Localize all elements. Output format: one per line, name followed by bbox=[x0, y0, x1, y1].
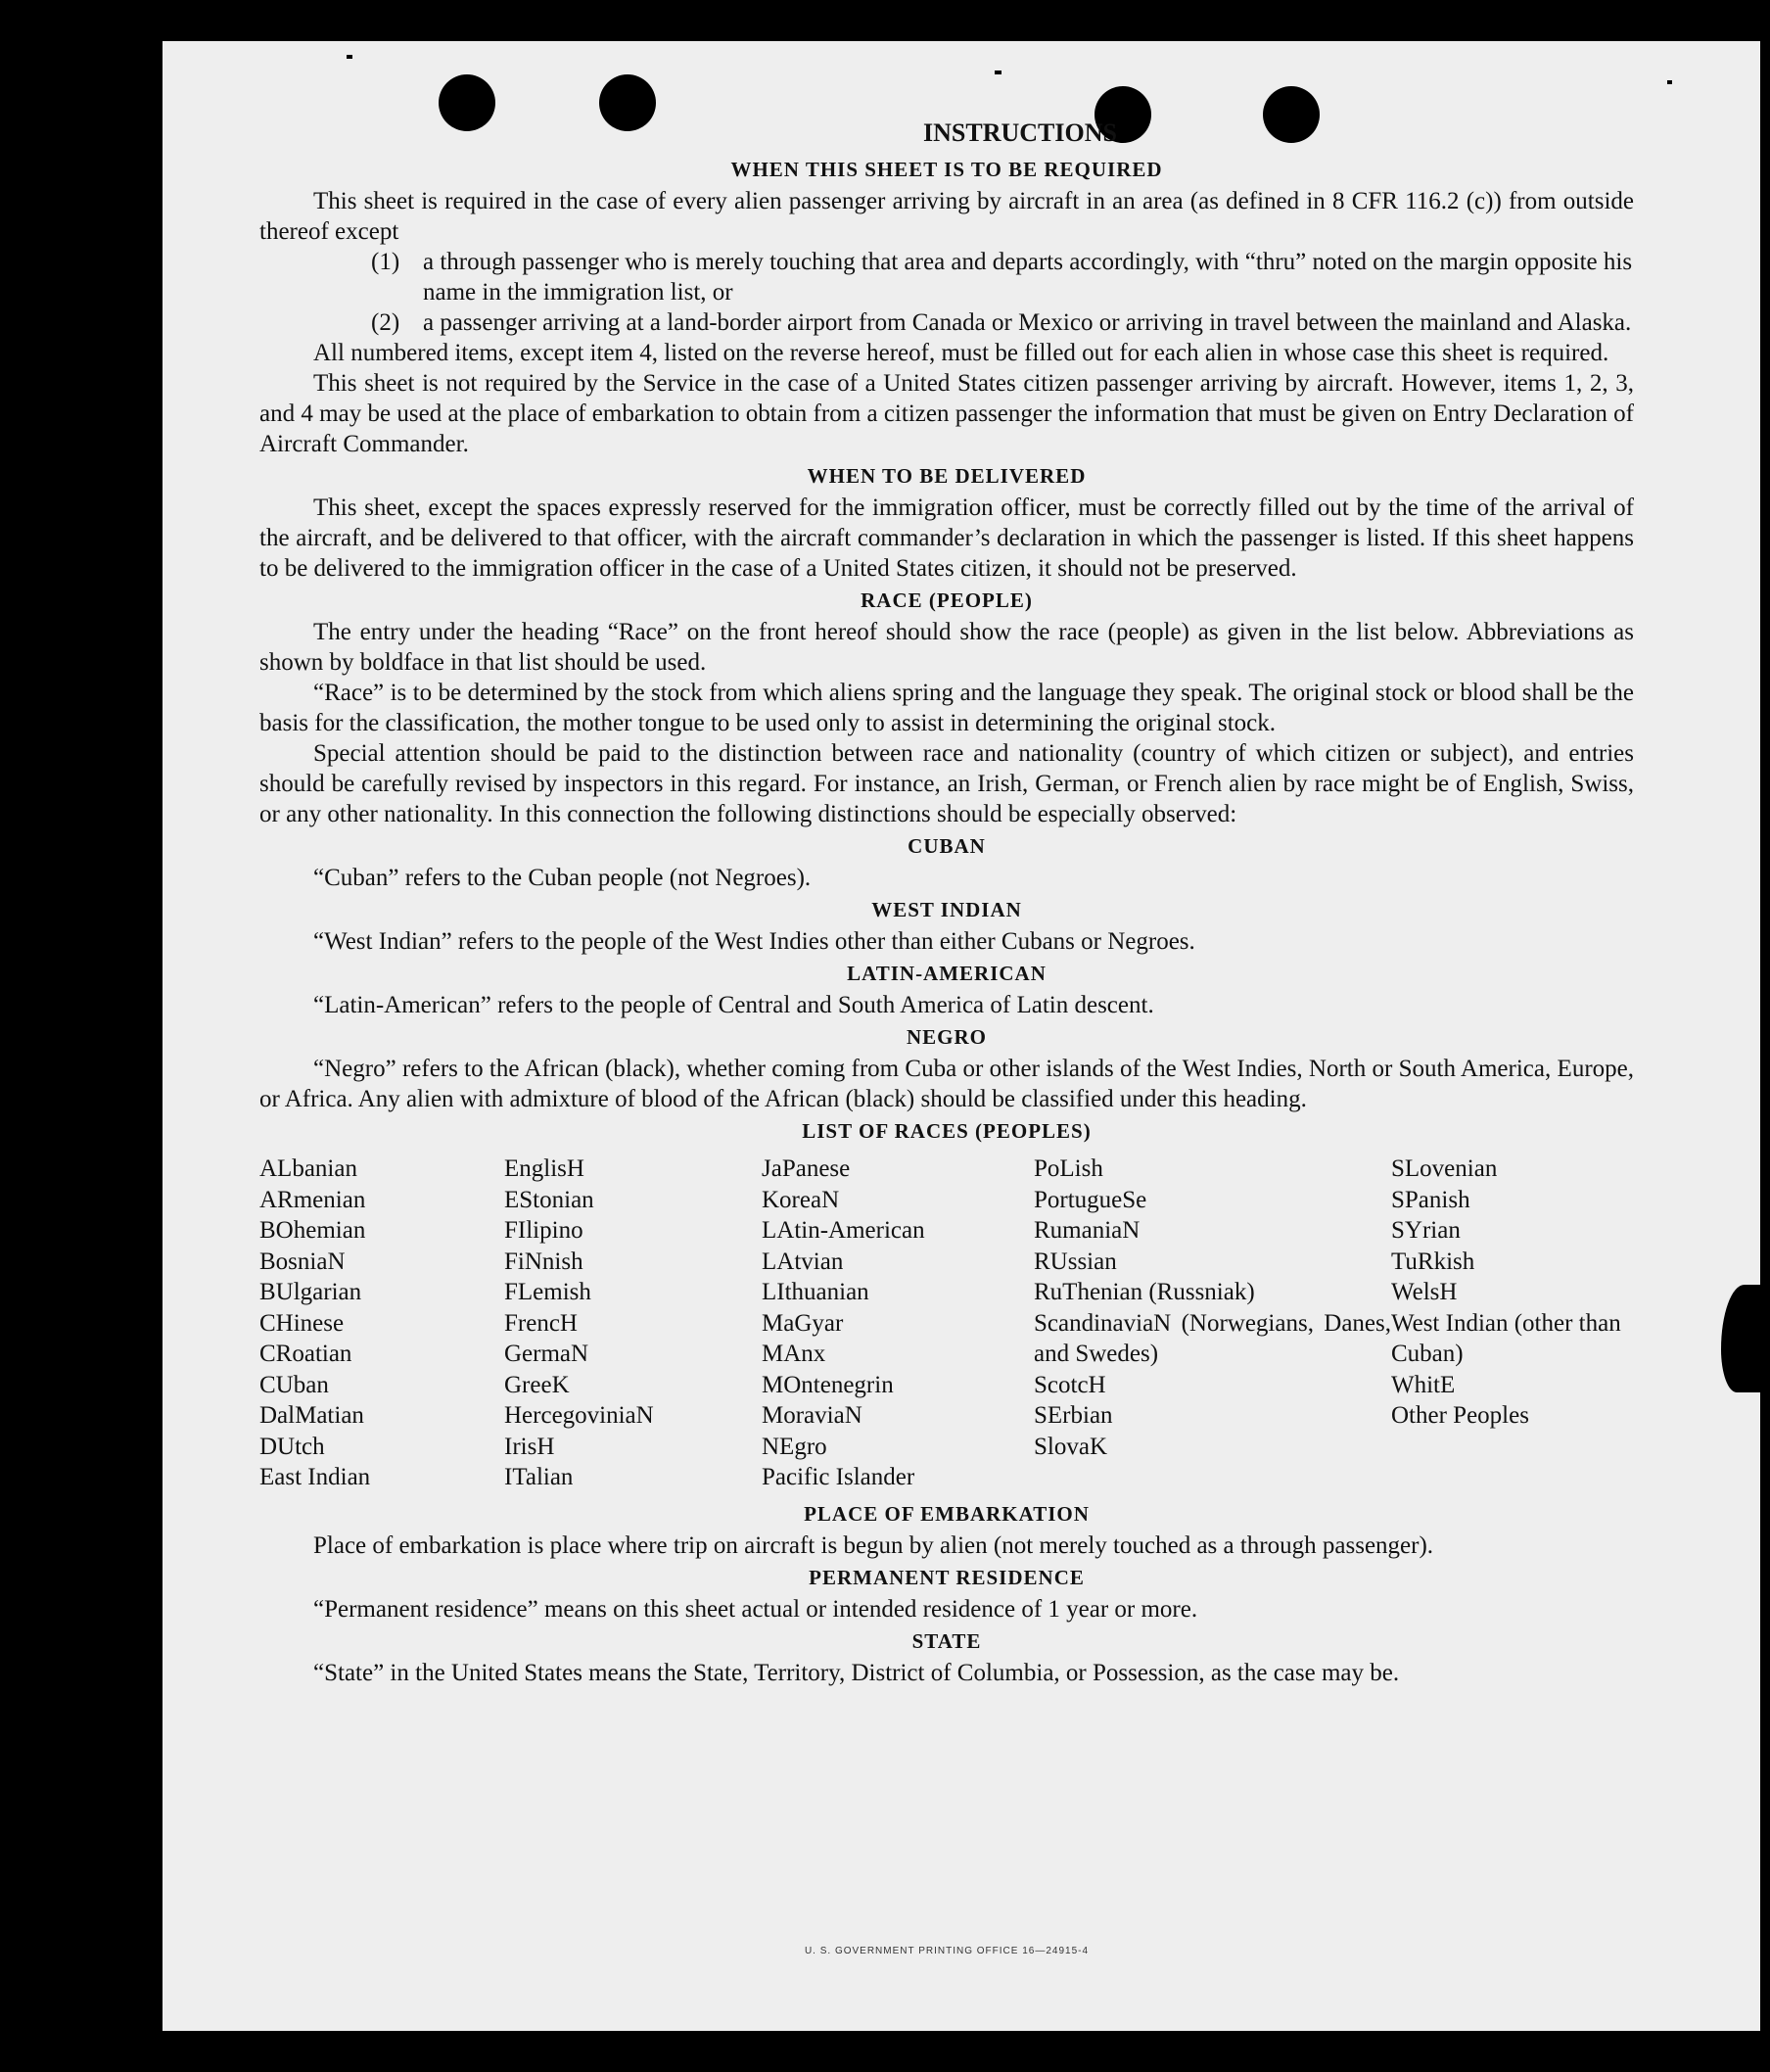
item-text: a through passenger who is merely touching that area and departs accordingly, with “thru” noted on the margin opposite his name in the immigration list, or bbox=[423, 249, 1633, 306]
race-item: DalMatian bbox=[259, 1402, 364, 1429]
section-heading: WHEN TO BE DELIVERED bbox=[807, 464, 1087, 488]
race-item: FiNnish bbox=[504, 1248, 583, 1275]
race-item: SErbian bbox=[1034, 1402, 1113, 1429]
paragraph: All numbered items, except item 4, listed on the reverse hereof, must be filled out for each alien in whose case this sheet is required. bbox=[313, 340, 1609, 366]
race-item: SPanish bbox=[1391, 1186, 1470, 1213]
section-heading: WHEN THIS SHEET IS TO BE REQUIRED bbox=[730, 158, 1163, 181]
race-item: ALbanian bbox=[259, 1155, 357, 1182]
race-item: MoraviaN bbox=[762, 1402, 862, 1429]
race-item: CUban bbox=[259, 1371, 329, 1398]
section-heading: PERMANENT RESIDENCE bbox=[809, 1565, 1085, 1589]
race-item: ScandinaviaN (Norwegians, Danes, and Swedes) bbox=[1034, 1309, 1391, 1367]
race-item: SlovaK bbox=[1034, 1433, 1107, 1460]
race-column bbox=[1034, 1154, 1391, 1493]
paragraph: “Permanent residence” means on this sheet actual or intended residence of 1 year or more. bbox=[313, 1595, 1198, 1623]
race-item: East Indian bbox=[259, 1464, 371, 1490]
section-heading: LATIN-AMERICAN bbox=[847, 962, 1047, 985]
race-item: Other Peoples bbox=[1391, 1402, 1529, 1429]
paragraph: This sheet is not required by the Service in the case of a United States citizen passenger arriving by aircraft. However, items 1, 2, 3, and 4 may be used at the place of embarkation to obtain from a citizen passenger the information that must be given on Entry Declaration of Aircraft Commander. bbox=[259, 370, 1634, 457]
paragraph: “Latin-American” refers to the people of Central and South America of Latin descent. bbox=[313, 992, 1154, 1018]
section-heading: CUBAN bbox=[908, 834, 986, 858]
race-item: RuThenian (Russniak) bbox=[1034, 1279, 1255, 1305]
paragraph: “Negro” refers to the African (black), whether coming from Cuba or other islands of the West Indies, North or South America, Europe, or Africa. Any alien with admixture of blood of the African (black) should be classified under this heading. bbox=[259, 1056, 1634, 1112]
race-item: BosniaN bbox=[259, 1248, 346, 1275]
race-column bbox=[1391, 1154, 1634, 1493]
printer-imprint: U. S. GOVERNMENT PRINTING OFFICE 16—24915-4 bbox=[804, 1946, 1090, 1956]
race-item: CHinese bbox=[259, 1309, 345, 1337]
race-item: NEgro bbox=[762, 1433, 827, 1460]
race-column bbox=[259, 1154, 504, 1493]
race-item: IrisH bbox=[504, 1433, 555, 1460]
race-item: MOntenegrin bbox=[762, 1371, 894, 1398]
item-number: (1) bbox=[371, 249, 400, 275]
speck-mark bbox=[347, 55, 352, 59]
race-item: West Indian (other than Cuban) bbox=[1391, 1309, 1621, 1367]
race-item: TuRkish bbox=[1391, 1248, 1475, 1275]
race-item: MAnx bbox=[762, 1341, 826, 1367]
race-item: PortugueSe bbox=[1034, 1186, 1147, 1213]
paragraph: “West Indian” refers to the people of the West Indies other than either Cubans or Negroes. bbox=[313, 928, 1195, 955]
document-page bbox=[163, 41, 1760, 2031]
paragraph: “Cuban” refers to the Cuban people (not Negroes). bbox=[313, 865, 812, 891]
race-item: EnglisH bbox=[504, 1155, 584, 1182]
paragraph: Place of embarkation is place where trip on aircraft is begun by alien (not merely touched as a through passenger). bbox=[313, 1531, 1434, 1559]
instructions-content bbox=[259, 114, 1634, 1688]
race-list bbox=[259, 1154, 1634, 1493]
item-number: (2) bbox=[371, 309, 400, 336]
race-item: SYrian bbox=[1391, 1217, 1461, 1244]
race-item: ARmenian bbox=[259, 1186, 366, 1213]
race-item: WelsH bbox=[1391, 1279, 1458, 1305]
section-heading: NEGRO bbox=[906, 1025, 987, 1049]
race-item: BOhemian bbox=[259, 1217, 366, 1244]
race-item: MaGyar bbox=[762, 1309, 844, 1337]
section-heading: RACE (PEOPLE) bbox=[861, 589, 1033, 612]
race-item: BUlgarian bbox=[259, 1279, 362, 1305]
race-item: PoLish bbox=[1034, 1155, 1103, 1182]
race-item: ITalian bbox=[504, 1464, 574, 1490]
paragraph: This sheet is required in the case of every alien passenger arriving by aircraft in an area (as defined in 8 CFR 116.2 (c)) from outside thereof except bbox=[259, 188, 1634, 245]
numbered-item bbox=[259, 247, 1634, 307]
section-heading: WEST INDIAN bbox=[871, 898, 1022, 921]
race-item: LIthuanian bbox=[762, 1279, 869, 1305]
race-item: SLovenian bbox=[1391, 1155, 1498, 1182]
torn-edge bbox=[1721, 1285, 1760, 1392]
race-item: GreeK bbox=[504, 1371, 570, 1398]
page-title: INSTRUCTIONS bbox=[923, 118, 1117, 147]
paragraph: This sheet, except the spaces expressly reserved for the immigration officer, must be correctly filled out by the time of the arrival of the aircraft, and be delivered to that officer, with the aircraft commander’s declaration in which the passenger is listed. If this sheet happens to be delivered to the immigration officer in the case of a United States citizen, it should not be preserved. bbox=[259, 494, 1634, 582]
speck-mark bbox=[1667, 80, 1672, 84]
speck-mark bbox=[995, 71, 1001, 74]
race-item: RUssian bbox=[1034, 1248, 1117, 1275]
race-item: DUtch bbox=[259, 1433, 325, 1460]
race-column bbox=[762, 1154, 1034, 1493]
race-item: HercegovinіaN bbox=[504, 1402, 654, 1429]
race-item: FIlipino bbox=[504, 1217, 583, 1244]
paragraph: The entry under the heading “Race” on the front hereof should show the race (people) as given in the list below. Abbreviations as shown by boldface in that list should be used. bbox=[259, 619, 1634, 676]
race-item: EStonian bbox=[504, 1186, 594, 1213]
race-item: WhitE bbox=[1391, 1371, 1456, 1398]
race-column bbox=[504, 1154, 762, 1493]
race-item: FrencH bbox=[504, 1309, 578, 1337]
paragraph: “State” in the United States means the State, Territory, District of Columbia, or Possession, as the case may be. bbox=[313, 1659, 1400, 1686]
race-item: LAtvian bbox=[762, 1248, 844, 1275]
section-heading: LIST OF RACES (PEOPLES) bbox=[802, 1119, 1092, 1143]
section-heading: STATE bbox=[911, 1628, 982, 1653]
item-text: a passenger arriving at a land-border airport from Canada or Mexico or arriving in travel between the mainland and Alaska. bbox=[423, 309, 1632, 336]
section-heading: PLACE OF EMBARKATION bbox=[804, 1501, 1090, 1526]
race-item: Pacific Islander bbox=[762, 1464, 915, 1490]
paragraph: Special attention should be paid to the distinction between race and nationality (country of which citizen or subject), and entries should be carefully revised by inspectors in this regard. For instance, an Irish, German, or French alien by race might be of English, Swiss, or any other nationality. In this connection the following distinctions should be especially observed: bbox=[259, 740, 1634, 827]
race-item: FLemish bbox=[504, 1279, 591, 1305]
race-item: ScotcH bbox=[1034, 1371, 1106, 1398]
race-item: GermaN bbox=[504, 1341, 589, 1367]
race-item: CRoatian bbox=[259, 1341, 352, 1367]
paragraph: “Race” is to be determined by the stock from which aliens spring and the language they speak. The original stock or blood shall be the basis for the classification, the mother tongue to be used only to assist in determining the original stock. bbox=[259, 680, 1634, 736]
race-item: RumaniaN bbox=[1034, 1217, 1141, 1244]
numbered-item bbox=[259, 307, 1634, 338]
race-item: LAtin-American bbox=[762, 1217, 925, 1244]
race-item: KoreaN bbox=[762, 1186, 840, 1213]
race-item: JaPanese bbox=[762, 1155, 851, 1182]
